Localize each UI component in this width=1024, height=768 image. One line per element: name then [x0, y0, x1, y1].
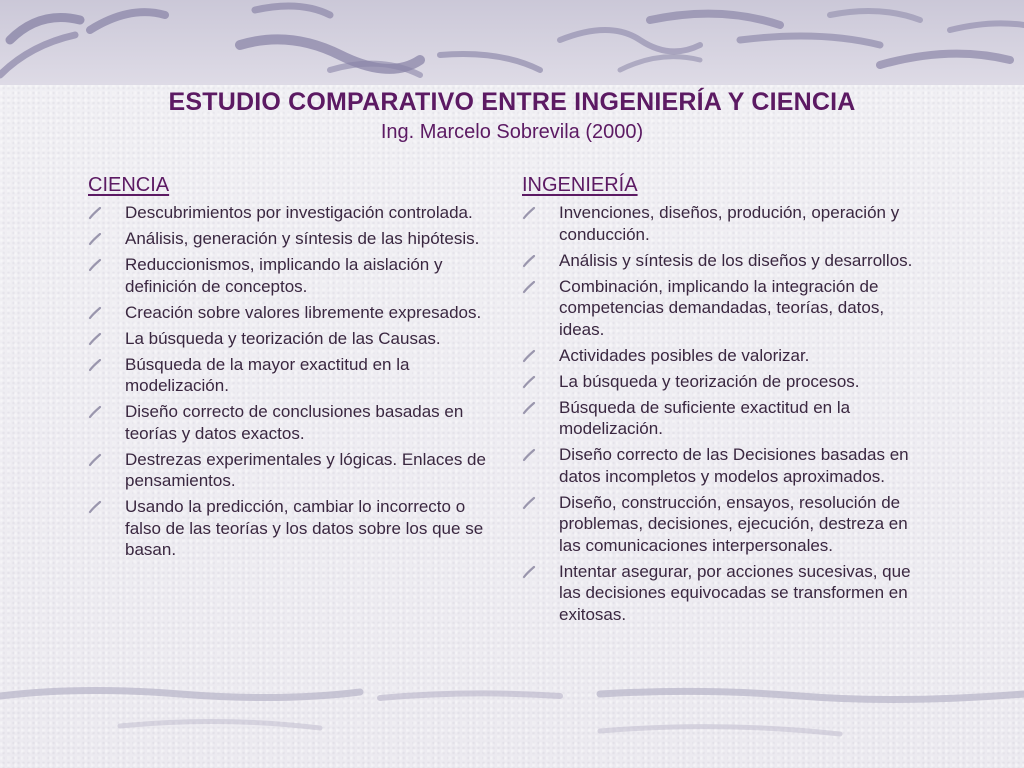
- list-item-text: La búsqueda y teorización de procesos.: [559, 371, 860, 391]
- list-item-text: La búsqueda y teorización de las Causas.: [125, 328, 441, 348]
- list-item-text: Análisis, generación y síntesis de las hipótesis.: [125, 229, 480, 248]
- quill-stroke-icon: [88, 258, 102, 272]
- list-item: [522, 397, 932, 440]
- list-item: [522, 250, 932, 272]
- ciencia-column: [88, 172, 498, 565]
- quill-stroke-icon: [88, 500, 102, 514]
- quill-stroke-icon: [88, 453, 102, 467]
- list-item-text: Diseño, construcción, ensayos, resolución de problemas, decisiones, ejecución, destreza en las comunicaciones interpersonales.: [559, 492, 908, 555]
- list-item: [88, 496, 498, 561]
- ingenieria-column: [522, 172, 932, 630]
- list-item-text: Análisis y síntesis de los diseños y desarrollos.: [559, 250, 913, 270]
- quill-stroke-icon: [88, 306, 102, 320]
- ciencia-list: [88, 202, 498, 561]
- swirl-decoration-icon: [0, 0, 1024, 85]
- list-item: [522, 561, 932, 626]
- quill-stroke-icon: [522, 401, 536, 415]
- quill-stroke-icon: [88, 332, 102, 346]
- list-item-text: Diseño correcto de conclusiones basadas en teorías y datos exactos.: [125, 402, 464, 443]
- quill-stroke-icon: [522, 375, 536, 389]
- list-item: [522, 202, 932, 245]
- list-item-text: Usando la predicción, cambiar lo incorrecto o falso de las teorías y los datos sobre los que se basan.: [125, 497, 484, 559]
- footer-decoration: [0, 686, 1024, 768]
- list-item-text: Búsqueda de suficiente exactitud en la modelización.: [559, 397, 851, 438]
- quill-stroke-icon: [88, 206, 102, 220]
- list-item-text: Intentar asegurar, por acciones sucesivas, que las decisiones equivocadas se transformen en exitosas.: [559, 561, 911, 624]
- swirl-decoration-icon: [0, 686, 1024, 768]
- list-item: [522, 276, 932, 341]
- list-item-text: Búsqueda de la mayor exactitud en la modelización.: [125, 354, 410, 395]
- list-item-text: Descubrimientos por investigación controlada.: [125, 203, 473, 222]
- quill-stroke-icon: [522, 496, 536, 510]
- list-item-text: Destrezas experimentales y lógicas. Enlaces de pensamientos.: [125, 449, 486, 490]
- list-item-text: Combinación, implicando la integración de competencias demandadas, teorías, datos, ideas.: [559, 276, 885, 339]
- list-item: [88, 401, 498, 444]
- quill-stroke-icon: [88, 405, 102, 419]
- quill-stroke-icon: [522, 565, 536, 579]
- quill-stroke-icon: [522, 206, 536, 220]
- quill-stroke-icon: [522, 280, 536, 294]
- slide-title: ESTUDIO COMPARATIVO ENTRE INGENIERÍA Y CIENCIA: [168, 88, 856, 116]
- ingenieria-heading: INGENIERÍA: [522, 174, 638, 196]
- quill-stroke-icon: [88, 358, 102, 372]
- list-item: [522, 492, 932, 557]
- ciencia-heading: CIENCIA: [88, 174, 170, 196]
- list-item: [88, 354, 498, 397]
- quill-stroke-icon: [88, 232, 102, 246]
- list-item: [88, 328, 498, 350]
- list-item-text: Diseño correcto de las Decisiones basadas en datos incompletos y modelos aproximados.: [559, 445, 909, 486]
- quill-stroke-icon: [522, 254, 536, 268]
- list-item: [522, 444, 932, 487]
- list-item: [88, 228, 498, 250]
- list-item: [88, 449, 498, 492]
- list-item: [522, 371, 932, 393]
- list-item: [88, 254, 498, 297]
- list-item: [88, 302, 498, 324]
- list-item: [522, 345, 932, 367]
- list-item-text: Reduccionismos, implicando la aislación y definición de conceptos.: [125, 255, 443, 296]
- list-item-text: Invenciones, diseños, produción, operación y conducción.: [559, 203, 900, 244]
- ingenieria-list: [522, 202, 932, 625]
- list-item: [88, 202, 498, 224]
- quill-stroke-icon: [522, 448, 536, 462]
- quill-stroke-icon: [522, 349, 536, 363]
- slide-subtitle: Ing. Marcelo Sobrevila (2000): [380, 121, 644, 143]
- header-decoration: [0, 0, 1024, 85]
- list-item-text: Actividades posibles de valorizar.: [559, 345, 810, 365]
- list-item-text: Creación sobre valores libremente expresados.: [125, 302, 482, 322]
